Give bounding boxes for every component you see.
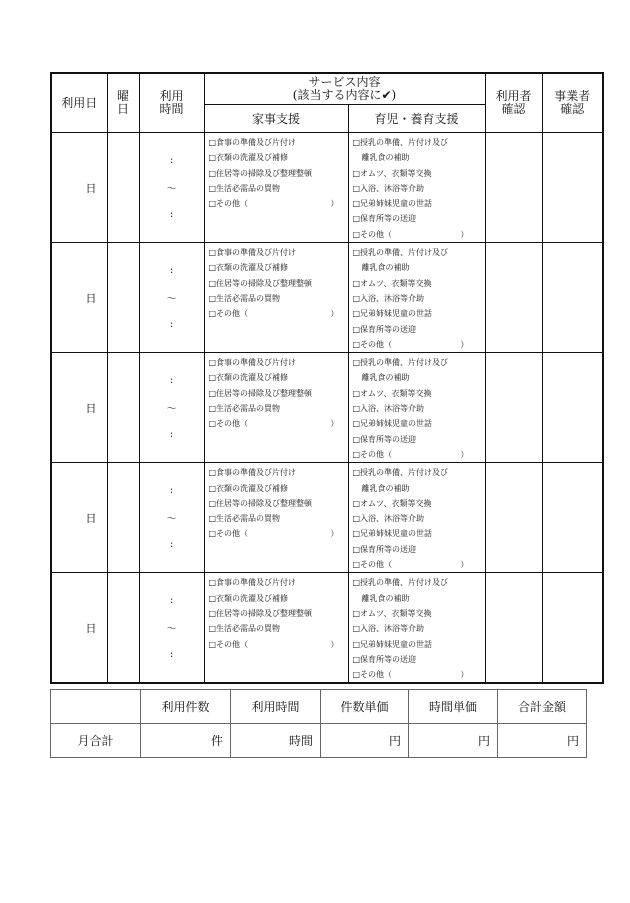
housework-checkbox-item[interactable]: □その他（ ） [208, 529, 339, 539]
childcare-checkbox-item[interactable]: □授乳の準備、片付け及び [352, 468, 449, 478]
housework-checkbox-item[interactable]: □住居等の掃除及び整理整頓 [208, 388, 313, 398]
user-confirm-cell[interactable] [485, 353, 542, 463]
monthly-total-label: 月合計 [51, 724, 141, 758]
provider-confirm-cell[interactable] [542, 353, 603, 463]
provider-confirm-cell[interactable] [542, 243, 603, 353]
header-service-content [204, 73, 485, 105]
childcare-checkbox-item[interactable]: □保育所等の送迎 [352, 214, 417, 224]
weekday-cell[interactable] [107, 573, 139, 684]
housework-checkbox-item[interactable]: □その他（ ） [208, 419, 339, 429]
housework-checkbox-item[interactable]: □その他（ ） [208, 639, 339, 649]
summary-header-5: 合計金額 [498, 690, 587, 724]
housework-checkbox-item[interactable]: □生活必需品の買物 [208, 514, 281, 524]
childcare-checklist-cell [348, 573, 485, 684]
summary-value-cell[interactable] [321, 724, 409, 758]
unit-label: 件 [210, 734, 223, 748]
time-range-separator: ～ [166, 184, 177, 196]
date-cell[interactable] [51, 463, 107, 573]
housework-checkbox-item[interactable]: □その他（ ） [208, 199, 339, 209]
childcare-item-continuation: 離乳食の補助 [361, 483, 410, 493]
summary-value-cell[interactable] [231, 724, 321, 758]
housework-checkbox-item[interactable]: □住居等の掃除及び整理整頓 [208, 168, 313, 178]
record-row [51, 243, 603, 353]
header-childcare-support: 育児・養育支援 [348, 105, 485, 133]
time-range-separator: ～ [166, 514, 177, 526]
housework-checkbox-item[interactable]: □生活必需品の買物 [208, 293, 281, 303]
childcare-checkbox-item[interactable]: □授乳の準備、片付け及び [352, 358, 449, 368]
childcare-checkbox-item[interactable]: □兄弟姉妹児童の世話 [352, 529, 433, 539]
summary-value-cell[interactable] [409, 724, 498, 758]
time-range-separator: ～ [166, 624, 177, 636]
childcare-checkbox-item[interactable]: □その他（ ） [352, 229, 469, 239]
housework-checkbox-item[interactable]: □衣類の洗濯及び補修 [208, 593, 289, 603]
weekday-cell[interactable] [107, 353, 139, 463]
childcare-checkbox-item[interactable]: □入浴、沐浴等介助 [352, 183, 425, 193]
time-range-separator: ～ [166, 404, 177, 416]
header-usage-time: 利用 時間 [139, 73, 204, 133]
record-row [51, 353, 603, 463]
childcare-checklist-cell [348, 353, 485, 463]
childcare-checkbox-item[interactable]: □オムツ、衣類等交換 [352, 388, 432, 398]
service-record-table [50, 72, 604, 684]
day-suffix: 日 [85, 181, 97, 195]
childcare-checkbox-item[interactable]: □保育所等の送迎 [352, 434, 417, 444]
monthly-summary-table [50, 689, 587, 758]
childcare-item-continuation: 離乳食の補助 [361, 593, 410, 603]
housework-checkbox-item[interactable]: □衣類の洗濯及び補修 [208, 373, 289, 383]
unit-label: 円 [477, 734, 490, 748]
housework-checklist-cell [204, 133, 348, 243]
user-confirm-cell[interactable] [485, 463, 542, 573]
childcare-checkbox-item[interactable]: □オムツ、衣類等交換 [352, 278, 432, 288]
housework-checklist-cell [204, 463, 348, 573]
housework-checkbox-item[interactable]: □生活必需品の買物 [208, 183, 281, 193]
service-title: サービス内容 [308, 75, 381, 89]
time-colon: : [169, 375, 174, 387]
user-confirm-cell[interactable] [485, 573, 542, 684]
weekday-cell[interactable] [107, 243, 139, 353]
user-confirm-cell[interactable] [485, 133, 542, 243]
childcare-checklist-cell [348, 243, 485, 353]
housework-checklist-cell [204, 573, 348, 684]
date-cell[interactable] [51, 243, 107, 353]
childcare-checkbox-item[interactable]: □授乳の準備、片付け及び [352, 248, 449, 258]
housework-checkbox-item[interactable]: □住居等の掃除及び整理整頓 [208, 278, 313, 288]
service-instruction: (該当する内容に✔) [292, 88, 397, 102]
summary-value-cell[interactable] [498, 724, 587, 758]
record-row [51, 463, 603, 573]
summary-header-2: 利用時間 [231, 690, 321, 724]
childcare-checkbox-item[interactable]: □その他（ ） [352, 560, 469, 570]
childcare-checkbox-item[interactable]: □兄弟姉妹児童の世話 [352, 419, 433, 429]
time-cell[interactable] [139, 133, 204, 243]
provider-confirm-cell[interactable] [542, 573, 603, 684]
housework-checkbox-item[interactable]: □衣類の洗濯及び補修 [208, 483, 289, 493]
time-colon: : [169, 485, 174, 497]
childcare-checkbox-item[interactable]: □兄弟姉妹児童の世話 [352, 639, 433, 649]
housework-checkbox-item[interactable]: □衣類の洗濯及び補修 [208, 153, 289, 163]
time-cell[interactable] [139, 243, 204, 353]
day-suffix: 日 [85, 401, 97, 415]
day-suffix: 日 [85, 511, 97, 525]
time-colon: : [169, 319, 174, 331]
header-provider-confirm: 事業者 確認 [542, 73, 603, 133]
childcare-item-continuation: 離乳食の補助 [361, 263, 410, 273]
housework-checkbox-item[interactable]: □住居等の掃除及び整理整頓 [208, 498, 313, 508]
summary-corner-cell [51, 690, 141, 724]
childcare-checkbox-item[interactable]: □入浴、沐浴等介助 [352, 404, 425, 414]
childcare-checklist-cell [348, 463, 485, 573]
childcare-checkbox-item[interactable]: □入浴、沐浴等介助 [352, 514, 425, 524]
housework-checkbox-item[interactable]: □生活必需品の買物 [208, 404, 281, 414]
childcare-checkbox-item[interactable]: □保育所等の送迎 [352, 544, 417, 554]
housework-checkbox-item[interactable]: □食事の準備及び片付け [208, 578, 297, 588]
unit-label: 時間 [288, 734, 313, 748]
childcare-item-continuation: 離乳食の補助 [361, 153, 410, 163]
day-suffix: 日 [85, 621, 97, 635]
housework-checkbox-item[interactable]: □食事の準備及び片付け [208, 358, 297, 368]
time-colon: : [169, 539, 174, 551]
summary-header-1: 利用件数 [141, 690, 231, 724]
weekday-cell[interactable] [107, 463, 139, 573]
user-confirm-cell[interactable] [485, 243, 542, 353]
childcare-checkbox-item[interactable]: □オムツ、衣類等交換 [352, 608, 432, 618]
time-colon: : [169, 649, 174, 661]
time-colon: : [169, 595, 174, 607]
header-user-confirm: 利用者 確認 [485, 73, 542, 133]
header-weekday: 曜 日 [107, 73, 139, 133]
day-suffix: 日 [85, 291, 97, 305]
housework-checkbox-item[interactable]: □食事の準備及び片付け [208, 468, 297, 478]
childcare-checkbox-item[interactable]: □授乳の準備、片付け及び [352, 578, 449, 588]
date-cell[interactable] [51, 133, 107, 243]
header-usage-date: 利用日 [51, 73, 107, 133]
provider-confirm-cell[interactable] [542, 463, 603, 573]
time-colon: : [169, 209, 174, 221]
housework-checklist-cell [204, 243, 348, 353]
date-cell[interactable] [51, 353, 107, 463]
provider-confirm-cell[interactable] [542, 133, 603, 243]
summary-header-4: 時間単価 [409, 690, 498, 724]
housework-checkbox-item[interactable]: □その他（ ） [208, 309, 339, 319]
time-colon: : [169, 155, 174, 167]
record-row [51, 133, 603, 243]
housework-checkbox-item[interactable]: □食事の準備及び片付け [208, 248, 297, 258]
childcare-checkbox-item[interactable]: □その他（ ） [352, 449, 469, 459]
childcare-checkbox-item[interactable]: □保育所等の送迎 [352, 324, 417, 334]
time-cell[interactable] [139, 573, 204, 684]
time-cell[interactable] [139, 463, 204, 573]
header-housework-support: 家事支援 [204, 105, 348, 133]
housework-checkbox-item[interactable]: □生活必需品の買物 [208, 624, 281, 634]
date-cell[interactable] [51, 573, 107, 684]
summary-header-3: 件数単価 [321, 690, 409, 724]
childcare-checkbox-item[interactable]: □兄弟姉妹児童の世話 [352, 309, 433, 319]
time-range-separator: ～ [166, 294, 177, 306]
unit-label: 円 [566, 734, 579, 748]
childcare-checkbox-item[interactable]: □兄弟姉妹児童の世話 [352, 199, 433, 209]
childcare-checkbox-item[interactable]: □入浴、沐浴等介助 [352, 624, 425, 634]
checkmark-icon: ✔ [381, 88, 392, 102]
childcare-checkbox-item[interactable]: □その他（ ） [352, 339, 469, 349]
childcare-checklist-cell [348, 133, 485, 243]
childcare-checkbox-item[interactable]: □保育所等の送迎 [352, 654, 417, 664]
childcare-checkbox-item[interactable]: □オムツ、衣類等交換 [352, 498, 432, 508]
childcare-checkbox-item[interactable]: □入浴、沐浴等介助 [352, 293, 425, 303]
unit-label: 円 [388, 734, 401, 748]
record-row [51, 573, 603, 684]
housework-checkbox-item[interactable]: □食事の準備及び片付け [208, 138, 297, 147]
childcare-item-continuation: 離乳食の補助 [361, 373, 410, 383]
weekday-cell[interactable] [107, 133, 139, 243]
childcare-checkbox-item[interactable]: □オムツ、衣類等交換 [352, 168, 432, 178]
time-cell[interactable] [139, 353, 204, 463]
housework-checkbox-item[interactable]: □衣類の洗濯及び補修 [208, 263, 289, 273]
housework-checkbox-item[interactable]: □住居等の掃除及び整理整頓 [208, 608, 313, 618]
childcare-checkbox-item[interactable]: □授乳の準備、片付け及び [352, 138, 449, 147]
childcare-checkbox-item[interactable]: □その他（ ） [352, 670, 469, 680]
summary-value-cell[interactable] [141, 724, 231, 758]
housework-checklist-cell [204, 353, 348, 463]
time-colon: : [169, 429, 174, 441]
time-colon: : [169, 265, 174, 277]
